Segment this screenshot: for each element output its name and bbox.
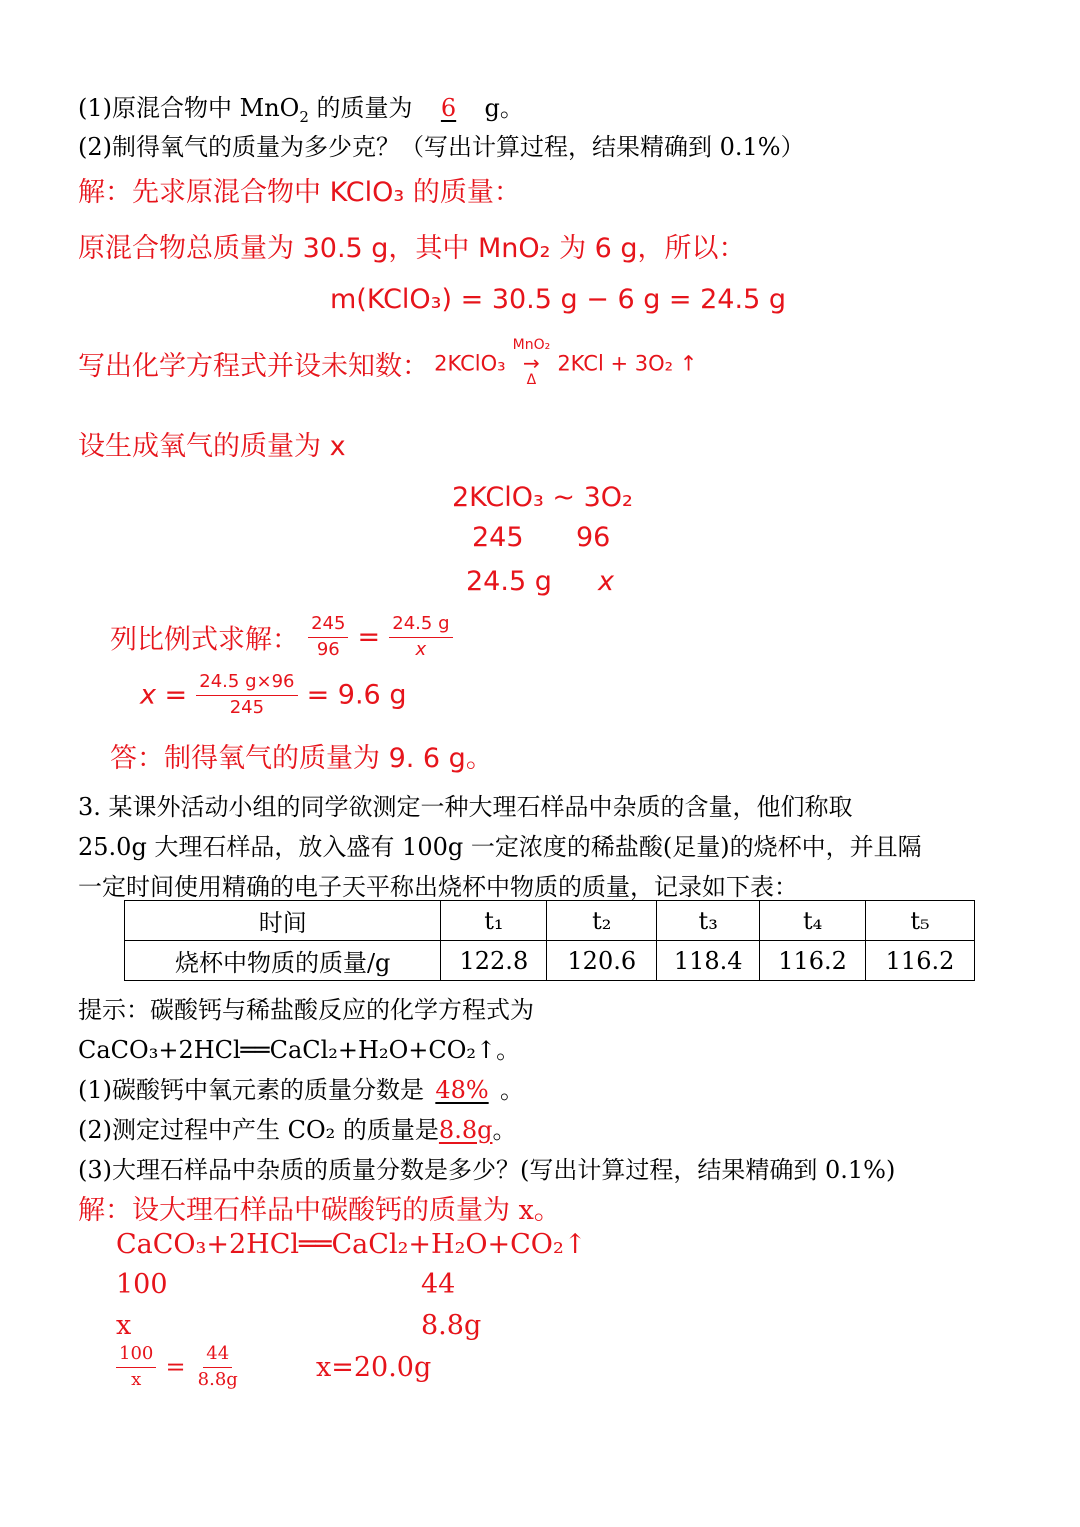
q2-ratio-value-a: 24.5 g [466,566,552,597]
q2-equation-catalyst: MnO₂ [512,337,551,353]
q2-proportion-fraction2 [389,614,452,660]
q3-stem-line1: 3. 某课外活动小组的同学欲测定一种大理石样品中杂质的含量，他们称取 [78,793,853,821]
q2-solution-line3: m(KClO₃) = 30.5 g − 6 g = 24.5 g [330,284,786,315]
q2-calc-fraction [196,672,297,718]
q2-equation-line [78,338,697,389]
q2-equation-arrow-symbol: → [523,351,540,376]
table-cell: 烧杯中物质的质量/g [125,941,441,981]
q3-part3-question: (3)大理石样品中杂质的质量分数是多少？(写出计算过程，结果精确到 0.1%) [78,1156,896,1184]
q2-proportion-eq: = [357,621,381,653]
q3-part1-answer: 48% [435,1076,489,1104]
table-header-cell: t₃ [657,901,760,941]
q3-solution-x: x [116,1310,132,1341]
q2-equation-label: 写出化学方程式并设未知数： [78,350,429,382]
table-header-cell: 时间 [125,901,441,941]
q2-proportion-label: 列比例式求解： [110,624,299,656]
table-cell: 116.2 [866,941,975,981]
q2-part1-suffix: g。 [484,94,524,122]
q3-frac1-num: 100 [116,1344,156,1368]
q3-frac-eq: = [165,1353,186,1382]
q2-part1-blank [413,94,485,122]
table-cell: 116.2 [760,941,866,981]
q3-solution-mass-co2: 44 [421,1269,456,1300]
q3-stem-line2: 25.0g 大理石样品，放入盛有 100g 一定浓度的稀盐酸(足量)的烧杯中，并且隔 [78,833,922,861]
q2-part2-question: (2)制得氧气的质量为多少克？（写出计算过程，结果精确到 0.1%） [78,133,805,161]
q2-calculation-line [140,672,406,718]
q2-equation-arrow [513,338,551,389]
q2-equation-left: 2KClO₃ [434,351,506,376]
q3-part2-answer: 8.8g [438,1116,493,1144]
q2-proportion-f1-num: 245 [308,614,348,638]
q3-part1-blank [424,1076,500,1104]
table-header-cell: t₁ [441,901,547,941]
q3-result: x=20.0g [316,1352,432,1383]
q2-equation-right: 2KCl + 3O₂ ↑ [557,351,698,376]
table-header-cell: t₅ [866,901,975,941]
q3-part2-suffix: 。 [492,1116,517,1144]
q3-solution-co2-value: 8.8g [421,1310,482,1341]
q2-calc-num: 24.5 g×96 [196,672,297,696]
q3-part2-text: (2)测定过程中产生 CO₂ 的质量是 [78,1116,439,1144]
q2-calc-den: 245 [229,696,265,718]
q3-frac2-den: 8.8g [197,1368,238,1390]
q3-proportion-line [112,1344,245,1390]
q2-proportion-f2-num: 24.5 g [389,614,452,638]
q3-hint-line1: 提示：碳酸钙与稀盐酸反应的化学方程式为 [78,996,534,1024]
q3-solution-equation: CaCO₃+2HCl══CaCl₂+H₂O+CO₂↑ [116,1229,587,1260]
q2-part1-prefix: (1)原混合物中 MnO [78,94,300,122]
q2-ratio-value-b: x [598,566,614,597]
q3-stem-line3: 一定时间使用精确的电子天平称出烧杯中物质的质量，记录如下表： [78,873,798,901]
table-row [125,941,975,981]
q3-hint-line2: CaCO₃+2HCl══CaCl₂+H₂O+CO₂↑。 [78,1036,521,1064]
q3-solution-line1: 解：设大理石样品中碳酸钙的质量为 x。 [78,1195,561,1226]
q3-part2-line [78,1110,516,1145]
q2-answer: 答：制得氧气的质量为 9. 6 g。 [110,743,493,774]
q3-frac1-den: x [131,1368,142,1390]
q2-calc-rhs: = 9.6 g [306,679,407,711]
q2-ratio-mass-a: 245 [472,522,524,553]
q2-proportion-fraction1 [308,614,348,660]
q2-solution-line1: 解：先求原混合物中 KClO₃ 的质量： [78,177,521,208]
q2-proportion-f2-den: x [415,638,427,660]
q3-part1-suffix: 。 [500,1076,524,1104]
q3-record-table [124,900,975,981]
table-cell: 118.4 [657,941,760,981]
q3-part1-text: (1)碳酸钙中氧元素的质量分数是 [78,1076,424,1104]
q2-solution-line2: 原混合物总质量为 30.5 g，其中 MnO₂ 为 6 g，所以： [78,233,746,264]
table-header-row [125,901,975,941]
q2-ratio-equation: 2KClO₃ ~ 3O₂ [452,482,633,513]
q2-part1-mid: 的质量为 [308,94,413,122]
table-header-cell: t₄ [760,901,866,941]
q2-part1-line [78,88,524,126]
q3-part1-line [78,1070,524,1105]
q2-part1-answer: 6 [440,94,457,122]
q2-solution-line5: 设生成氧气的质量为 x [78,431,346,462]
q2-proportion-f1-den: 96 [316,638,340,660]
q3-proportion-fraction1 [116,1344,156,1390]
table-header-cell: t₂ [547,901,657,941]
q3-frac2-num: 44 [203,1344,232,1368]
q2-ratio-mass-b: 96 [576,522,611,553]
q2-equation-heat: Δ [526,372,537,389]
q2-calc-lhs: x = [140,679,188,711]
q3-solution-mass-caco3: 100 [116,1269,168,1300]
table-cell: 120.6 [547,941,657,981]
q2-proportion-line [110,614,457,660]
q3-proportion-fraction2 [195,1344,241,1390]
table-cell: 122.8 [441,941,547,981]
q2-part1-sub: 2 [299,107,309,126]
